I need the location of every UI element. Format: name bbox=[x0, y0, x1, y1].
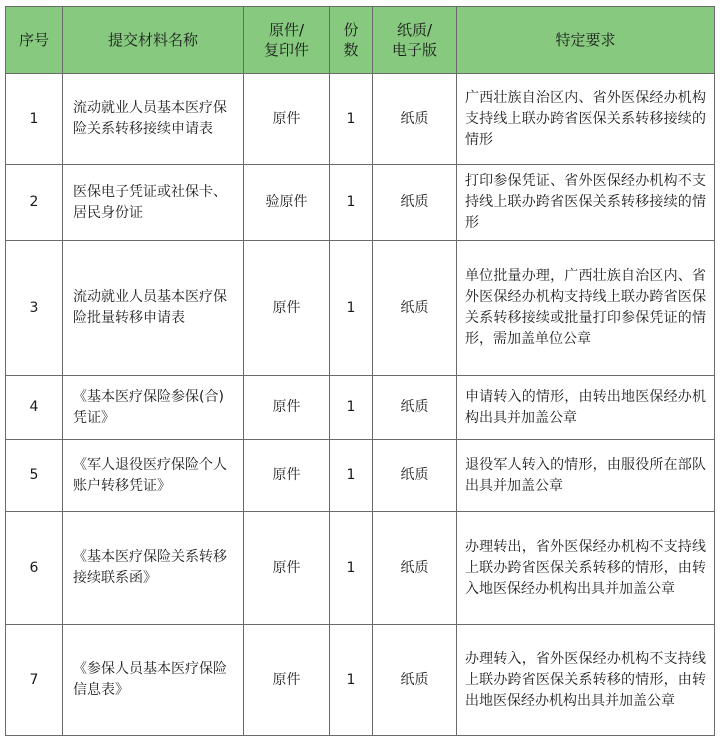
cell-copies: 1 bbox=[330, 74, 373, 165]
cell-material: 《军人退役医疗保险个人账户转移凭证》 bbox=[63, 440, 244, 512]
cell-copies: 1 bbox=[330, 512, 373, 625]
cell-requirement: 办理转入，省外医保经办机构不支持线上联办跨省医保关系转移的情形，由转出地医保经办机构出具并加盖公章 bbox=[457, 625, 715, 736]
cell-medium: 纸质 bbox=[373, 241, 457, 376]
cell-original: 原件 bbox=[244, 440, 330, 512]
cell-seq: 4 bbox=[6, 376, 63, 440]
cell-material: 《基本医疗保险参保(合)凭证》 bbox=[63, 376, 244, 440]
cell-medium: 纸质 bbox=[373, 74, 457, 165]
cell-original: 验原件 bbox=[244, 165, 330, 241]
cell-original: 原件 bbox=[244, 625, 330, 736]
cell-original: 原件 bbox=[244, 376, 330, 440]
table-row bbox=[6, 74, 715, 165]
header-material: 提交材料名称 bbox=[63, 7, 244, 74]
cell-requirement: 办理转出，省外医保经办机构不支持线上联办跨省医保关系转移的情形，由转入地医保经办机构出具并加盖公章 bbox=[457, 512, 715, 625]
cell-original: 原件 bbox=[244, 74, 330, 165]
cell-seq: 1 bbox=[6, 74, 63, 165]
table-row bbox=[6, 440, 715, 512]
materials-table-container bbox=[5, 6, 715, 736]
cell-seq: 3 bbox=[6, 241, 63, 376]
table-row bbox=[6, 165, 715, 241]
cell-seq: 7 bbox=[6, 625, 63, 736]
cell-requirement: 广西壮族自治区内、省外医保经办机构支持线上联办跨省医保关系转移接续的情形 bbox=[457, 74, 715, 165]
table-row bbox=[6, 241, 715, 376]
cell-seq: 2 bbox=[6, 165, 63, 241]
cell-copies: 1 bbox=[330, 241, 373, 376]
cell-material: 《基本医疗保险关系转移接续联系函》 bbox=[63, 512, 244, 625]
cell-medium: 纸质 bbox=[373, 440, 457, 512]
cell-material: 流动就业人员基本医疗保险批量转移申请表 bbox=[63, 241, 244, 376]
cell-copies: 1 bbox=[330, 625, 373, 736]
cell-material: 医保电子凭证或社保卡、居民身份证 bbox=[63, 165, 244, 241]
cell-original: 原件 bbox=[244, 512, 330, 625]
cell-copies: 1 bbox=[330, 376, 373, 440]
cell-medium: 纸质 bbox=[373, 625, 457, 736]
cell-requirement: 退役军人转入的情形，由服役所在部队出具并加盖公章 bbox=[457, 440, 715, 512]
header-medium: 纸质/ 电子版 bbox=[373, 7, 457, 74]
header-copies: 份 数 bbox=[330, 7, 373, 74]
cell-medium: 纸质 bbox=[373, 512, 457, 625]
materials-table bbox=[5, 6, 715, 736]
cell-medium: 纸质 bbox=[373, 376, 457, 440]
header-requirement: 特定要求 bbox=[457, 7, 715, 74]
table-row bbox=[6, 625, 715, 736]
cell-seq: 6 bbox=[6, 512, 63, 625]
cell-requirement: 单位批量办理，广西壮族自治区内、省外医保经办机构支持线上联办跨省医保关系转移接续或批量打印参保凭证的情形，需加盖单位公章 bbox=[457, 241, 715, 376]
header-row bbox=[6, 7, 715, 74]
cell-material: 《参保人员基本医疗保险信息表》 bbox=[63, 625, 244, 736]
cell-seq: 5 bbox=[6, 440, 63, 512]
cell-requirement: 申请转入的情形，由转出地医保经办机构出具并加盖公章 bbox=[457, 376, 715, 440]
header-original: 原件/ 复印件 bbox=[244, 7, 330, 74]
cell-original: 原件 bbox=[244, 241, 330, 376]
table-row bbox=[6, 512, 715, 625]
cell-material: 流动就业人员基本医疗保险关系转移接续申请表 bbox=[63, 74, 244, 165]
cell-medium: 纸质 bbox=[373, 165, 457, 241]
cell-copies: 1 bbox=[330, 165, 373, 241]
cell-requirement: 打印参保凭证、省外医保经办机构不支持线上联办跨省医保关系转移接续的情形 bbox=[457, 165, 715, 241]
table-row bbox=[6, 376, 715, 440]
header-seq: 序号 bbox=[6, 7, 63, 74]
cell-copies: 1 bbox=[330, 440, 373, 512]
